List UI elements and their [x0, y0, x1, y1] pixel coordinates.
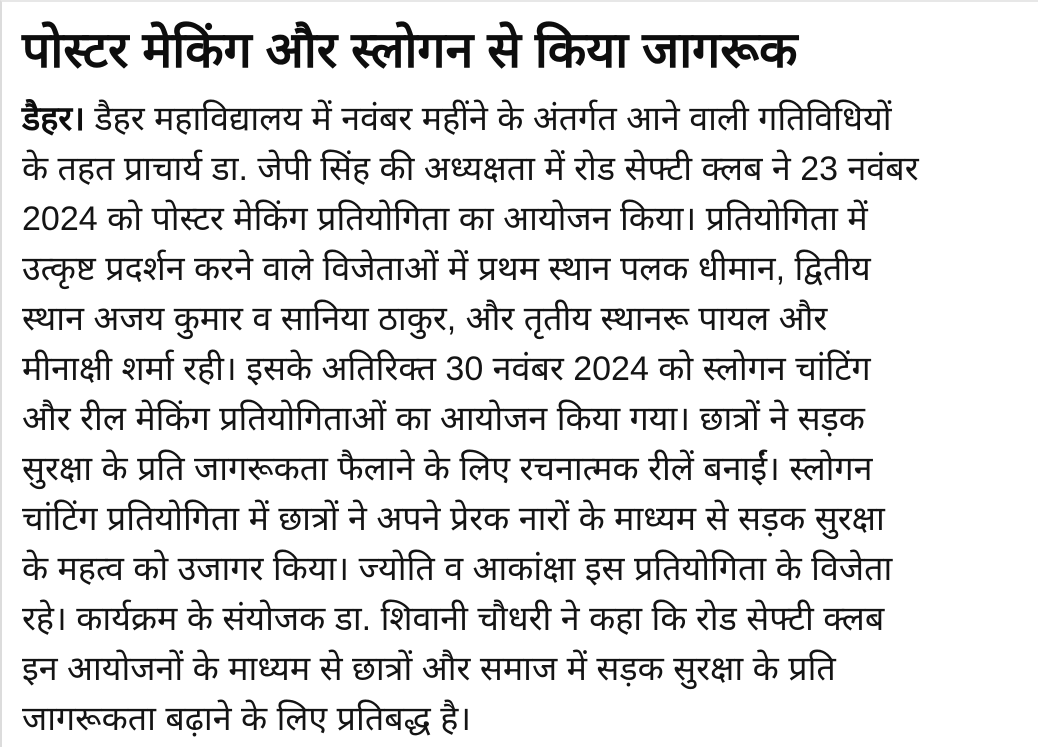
article-line: उत्कृष्ट प्रदर्शन करने वाले विजेताओं में प्रथम स्थान पलक धीमान, द्वितीय [22, 250, 871, 288]
article-line: के तहत प्राचार्य डा. जेपी सिंह की अध्यक्षता में रोड सेफ्टी क्लब ने 23 नवंबर [22, 150, 919, 188]
article-line: के महत्व को उजागर किया। ज्योति व आकांक्षा इस प्रतियोगिता के विजेता [22, 550, 893, 588]
article-line: स्थान अजय कुमार व सानिया ठाकुर, और तृतीय स्थानरू पायल और [22, 300, 828, 338]
article-line: रहे। कार्यक्रम के संयोजक डा. शिवानी चौधरी ने कहा कि रोड सेफ्टी क्लब [22, 600, 885, 638]
article-line: चांटिंग प्रतियोगिता में छात्रों ने अपने प्रेरक नारों के माध्यम से सड़क सुरक्षा [22, 500, 885, 538]
article-body [2, 86, 1038, 744]
article-line: 2024 को पोस्टर मेकिंग प्रतियोगिता का आयोजन किया। प्रतियोगिता में [22, 200, 868, 238]
dateline: डैहर। [22, 100, 86, 138]
article-headline: पोस्टर मेकिंग और स्लोगन से किया जागरूक [22, 22, 798, 78]
article-line [22, 94, 1024, 144]
article-line: इन आयोजनों के माध्यम से छात्रों और समाज में सड़क सुरक्षा के प्रति [22, 650, 836, 688]
article-line: और रील मेकिंग प्रतियोगिताओं का आयोजन किया गया। छात्रों ने सड़क [22, 400, 865, 438]
article-line-text: डैहर महाविद्यालय में नवंबर महींने के अंतर्गत आने वाली गतिविधियों [85, 100, 892, 138]
article-line: सुरक्षा के प्रति जागरूकता फैलाने के लिए रचनात्मक रीलें बनाईं। स्लोगन [22, 450, 873, 488]
article-line: मीनाक्षी शर्मा रही। इसके अतिरिक्त 30 नवंबर 2024 को स्लोगन चांटिंग [22, 350, 871, 388]
article-line: जागरूकता बढ़ाने के लिए प्रतिबद्ध है। [22, 700, 472, 738]
